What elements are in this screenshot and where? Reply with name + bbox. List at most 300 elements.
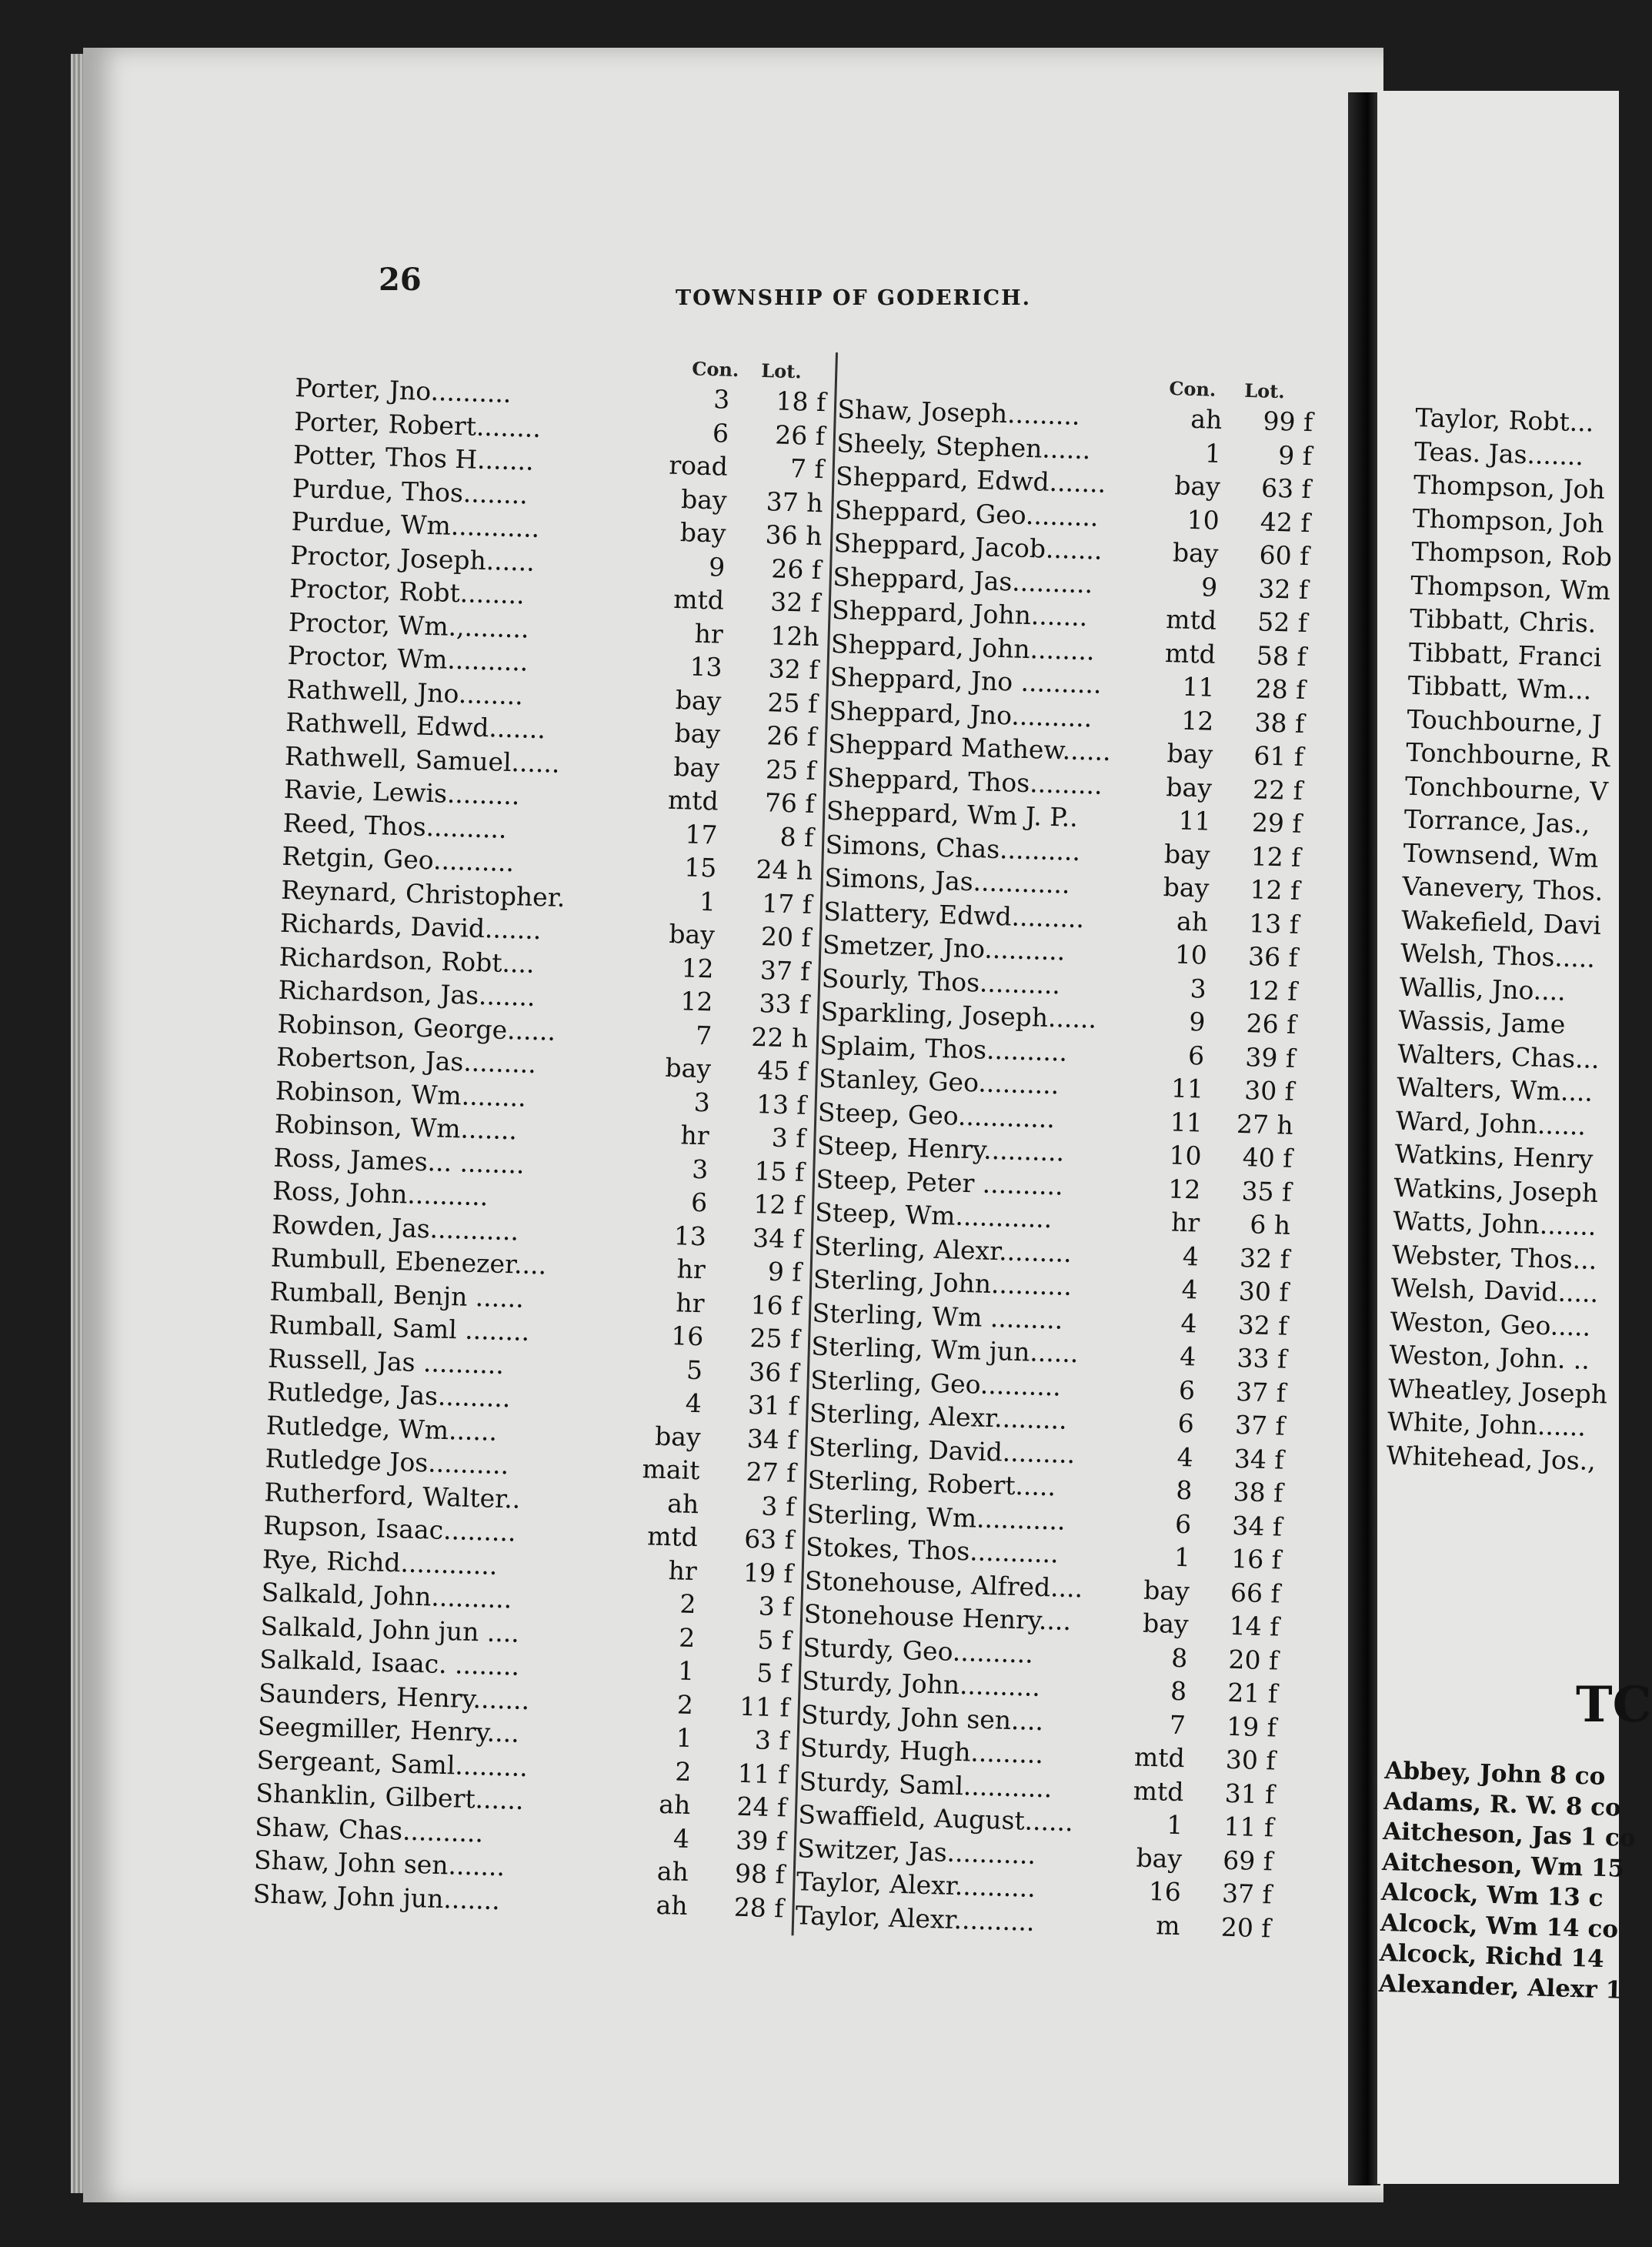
entry-name: Simons, Jas............ (823, 862, 1071, 900)
entry-lot: 34 f (1231, 1510, 1283, 1542)
entry-lot: 39 f (1244, 1041, 1296, 1073)
entry-lot: 58 f (1256, 639, 1307, 672)
list-item: Welsh, Thos..... (1400, 937, 1596, 973)
entry-lot: 37 f (1221, 1878, 1273, 1910)
entry-lot: 11 f (739, 1691, 790, 1723)
entry-name: Steep, Peter .......... (816, 1164, 1064, 1201)
entry-lot: 61 f (1253, 740, 1304, 773)
entry-name: Shaw, Chas.......... (254, 1811, 484, 1848)
entry-lot: 32 f (768, 653, 819, 686)
entry-con: 15 (683, 852, 717, 883)
entry-name: Rathwell, Jno........ (286, 673, 524, 710)
entry-lot: 45 f (756, 1055, 808, 1087)
list-item: Weston, John. .. (1388, 1339, 1590, 1375)
entry-con: 6 (690, 1187, 708, 1218)
list-item: Abbey, John 8 co (1383, 1757, 1606, 1791)
entry-name: Robinson, George...... (276, 1008, 556, 1047)
left-column (252, 346, 839, 1927)
entry-lot: 16 f (1230, 1543, 1282, 1575)
entry-name: Sheppard, Thos......... (826, 762, 1103, 800)
list-item: Tonchbourne, V (1404, 770, 1609, 806)
entry-name: Reynard, Christopher. (280, 874, 566, 913)
entry-lot: 24 f (736, 1791, 787, 1823)
list-item: Webster, Thos... (1391, 1239, 1597, 1275)
entry-con: 9 (708, 551, 726, 583)
entry-con: mtd (646, 1521, 699, 1553)
entry-con: hr (668, 1554, 698, 1586)
entry-con: ah (656, 1855, 689, 1888)
entry-con: 3 (693, 1087, 711, 1117)
entry-lot: 22 f (1252, 773, 1303, 806)
entry-name: Rupson, Isaac......... (262, 1510, 517, 1548)
entry-lot: 5 f (756, 1658, 791, 1689)
list-item: Thompson, Joh (1413, 469, 1606, 505)
entry-con: bay (1142, 1608, 1190, 1640)
entry-name: Sheppard, Jno .......... (829, 661, 1103, 699)
entry-name: Rutherford, Walter.. (263, 1476, 521, 1514)
entry-name: Sheppard, Jas.......... (832, 561, 1093, 599)
list-item: Torrance, Jas., (1403, 803, 1590, 840)
entry-lot: 5 f (757, 1624, 792, 1656)
entry-name: Steep, Wm............ (814, 1197, 1053, 1234)
entry-con: bay (665, 1052, 712, 1084)
entry-con: mtd (1133, 1775, 1185, 1807)
entry-con: m (1155, 1909, 1181, 1941)
entry-name: Sheppard Mathew...... (827, 728, 1112, 767)
entry-lot: 39 f (735, 1825, 786, 1857)
entry-con: bay (1163, 872, 1210, 903)
entry-con: 4 (1182, 1240, 1200, 1272)
entry-name: Sturdy, Saml........... (799, 1765, 1053, 1803)
entry-con: 3 (1190, 973, 1207, 1004)
entry-con: hr (680, 1120, 710, 1151)
entry-name: Sturdy, John.......... (801, 1665, 1041, 1702)
entry-lot: 30 f (1243, 1075, 1295, 1107)
entry-con: 8 (1170, 1675, 1187, 1707)
entry-name: Sheppard, Edwd....... (835, 460, 1106, 499)
list-item: Tibbatt, Franci (1408, 636, 1603, 673)
list-item: Vanevery, Thos. (1401, 870, 1604, 907)
entry-name: Purdue, Wm........... (291, 506, 540, 543)
list-item: Ward, John...... (1395, 1105, 1587, 1141)
entry-name: Sterling, David......... (808, 1431, 1076, 1469)
entry-con: ah (1176, 906, 1209, 937)
list-item: Alcock, Wm 13 c (1380, 1878, 1604, 1912)
entry-con: 1 (1166, 1809, 1183, 1841)
entry-lot: 36 f (1247, 941, 1299, 973)
entry-name: Porter, Robert........ (293, 406, 542, 443)
page-number: 26 (379, 262, 422, 298)
entry-name: Sterling, Robert..... (807, 1464, 1056, 1502)
entry-lot: 26 f (1246, 1008, 1297, 1040)
entry-name: Sterling, Alexr......... (809, 1397, 1068, 1435)
entry-con: ah (656, 1889, 689, 1921)
entry-con: 11 (1178, 805, 1212, 836)
entry-con: 12 (679, 986, 713, 1017)
entry-con: 1 (1173, 1541, 1191, 1573)
entry-lot: 33 f (1236, 1342, 1287, 1374)
entry-con: 12 (1180, 705, 1214, 736)
entry-name: Richards, David....... (279, 907, 542, 946)
entry-con: 2 (678, 1622, 696, 1653)
entry-lot: 11 f (1223, 1811, 1274, 1843)
facing-page-list (1386, 402, 1635, 1479)
entry-name: Simons, Chas.......... (825, 829, 1081, 866)
entry-lot: 25 f (749, 1322, 800, 1354)
entry-lot: 99 f (1263, 406, 1313, 438)
right-column (795, 368, 1316, 1947)
entry-lot: 27 h (1236, 1108, 1294, 1140)
entry-name: Sheppard, Wm J. P.. (826, 795, 1079, 833)
entry-name: Smetzer, Jno.......... (822, 929, 1066, 967)
entry-name: Sergeant, Saml......... (256, 1744, 529, 1782)
entry-con: 17 (684, 818, 719, 850)
entry-name: Shaw, John sen....... (253, 1845, 506, 1882)
list-item: Touchbourne, J (1406, 703, 1603, 740)
entry-name: Sturdy, Geo.......... (803, 1631, 1034, 1669)
entry-name: Slattery, Edwd......... (823, 896, 1085, 933)
entry-name: Stanley, Geo.......... (818, 1063, 1060, 1100)
entry-lot: 40 f (1242, 1142, 1293, 1174)
entry-lot: 32 f (1237, 1309, 1289, 1341)
entry-con: 12 (1167, 1173, 1201, 1205)
entry-lot: 25 f (765, 753, 816, 786)
entry-con: 16 (670, 1320, 704, 1352)
entry-con: 11 (1170, 1106, 1203, 1138)
entry-con: 10 (1186, 504, 1220, 536)
entry-name: Salkald, Isaac. ........ (259, 1644, 520, 1681)
entry-lot: 29 f (1251, 807, 1303, 840)
entry-lot: 28 f (733, 1891, 785, 1923)
list-item: Teas. Jas....... (1413, 436, 1584, 471)
entry-name: Sterling, Wm jun...... (810, 1331, 1079, 1369)
entry-con: bay (1163, 838, 1211, 870)
list-item: Wheatley, Joseph (1387, 1373, 1608, 1409)
con-header: Con. (691, 357, 739, 382)
entry-lot: 32 f (1257, 573, 1309, 605)
list-item: White, John...... (1387, 1406, 1587, 1442)
entry-con: ah (666, 1487, 699, 1519)
entry-con: bay (675, 684, 722, 716)
entry-lot: 12 f (1247, 974, 1298, 1007)
entry-lot: 63 f (1260, 472, 1312, 505)
entry-name: Stonehouse, Alfred.... (804, 1564, 1083, 1603)
entry-con: bay (1136, 1842, 1183, 1874)
book-gutter (1348, 92, 1380, 2185)
entry-con: hr (676, 1254, 706, 1285)
list-item: Wassis, Jame (1398, 1004, 1566, 1040)
entry-lot: 13 f (756, 1088, 807, 1120)
entry-lot: 3 f (754, 1724, 789, 1756)
entry-con: mtd (672, 583, 725, 616)
entry-lot: 37 f (1234, 1409, 1286, 1441)
entry-con: ah (658, 1788, 691, 1821)
list-item: Aitcheson, Jas 1 co (1382, 1817, 1637, 1853)
con-header: Con. (1169, 377, 1216, 401)
entry-lot: 12h (769, 619, 820, 652)
entry-lot: 6 h (1249, 1209, 1291, 1240)
entry-lot: 21 f (1226, 1677, 1278, 1709)
entry-lot: 18 f (776, 386, 826, 418)
entry-con: hr (675, 1287, 706, 1318)
entry-lot: 37 f (759, 954, 811, 987)
entry-con: 5 (686, 1354, 703, 1385)
entry-con: 1 (676, 1722, 693, 1754)
entry-lot: 9 f (1277, 439, 1313, 471)
list-item: Welsh, David..... (1390, 1272, 1599, 1309)
entry-con: 16 (1148, 1876, 1182, 1908)
entry-lot: 20 f (1228, 1644, 1279, 1676)
entry-con: mait (642, 1454, 700, 1486)
entry-con: 1 (1204, 437, 1222, 469)
entry-con: bay (680, 483, 728, 516)
entry-name: Rye, Richd............ (262, 1543, 498, 1581)
entry-con: 12 (681, 952, 715, 983)
list-item: Thompson, Wm (1410, 569, 1611, 606)
entry-lot: 17 f (761, 887, 813, 920)
entry-con: 10 (1169, 1140, 1203, 1171)
entry-lot: 52 f (1257, 606, 1308, 639)
entry-con: 1 (699, 886, 716, 916)
entry-name: Sterling, Geo.......... (809, 1364, 1062, 1402)
entry-name: Stonehouse Henry.... (803, 1598, 1072, 1637)
entry-con: bay (1165, 771, 1213, 803)
entry-con: hr (1170, 1207, 1200, 1238)
entry-name: Retgin, Geo.......... (281, 840, 515, 878)
lot-header: Lot. (760, 359, 803, 383)
list-item: Tonchbourne, R (1405, 736, 1610, 773)
entry-name: Reed, Thos.......... (282, 807, 508, 844)
entry-lot: 8 f (779, 821, 814, 853)
entry-name: Splaim, Thos.......... (819, 1030, 1068, 1067)
entry-lot: 16 f (750, 1289, 801, 1321)
list-item: Tibbatt, Chris. (1409, 603, 1597, 639)
entry-con: mtd (667, 784, 719, 816)
entry-name: Richardson, Robt.... (279, 941, 536, 979)
entry-name: Salkald, John jun .... (260, 1610, 520, 1648)
list-item: Adams, R. W. 8 co (1383, 1787, 1622, 1822)
entry-con: hr (694, 618, 724, 649)
entry-lot: 32 f (769, 586, 821, 619)
entry-name: Taylor, Alexr.......... (795, 1899, 1036, 1937)
entry-lot: 15 f (754, 1155, 805, 1187)
entry-name: Sheely, Stephen...... (836, 427, 1091, 465)
entry-con: bay (1143, 1574, 1190, 1606)
entry-lot: 34 f (746, 1423, 798, 1455)
entry-con: 13 (689, 651, 723, 683)
entry-name: Shaw, Joseph......... (836, 393, 1081, 431)
entry-name: Shanklin, Gilbert...... (255, 1778, 525, 1815)
entry-lot: 26 f (770, 553, 822, 585)
entry-name: Robinson, Wm....... (274, 1108, 518, 1146)
entry-name: Proctor, Wm.......... (287, 639, 529, 677)
entry-name: Salkald, John.......... (261, 1577, 512, 1614)
entry-name: Purdue, Thos........ (292, 472, 529, 509)
entry-con: 2 (674, 1755, 693, 1787)
entry-name: Rutledge, Wm...... (265, 1409, 498, 1447)
entry-con: 11 (1170, 1073, 1204, 1104)
entry-name: Russell, Jas .......... (267, 1342, 505, 1380)
entry-lot: 28 f (1255, 673, 1307, 706)
entry-lot: 32 f (1239, 1242, 1290, 1274)
entry-lot: 34 f (1233, 1443, 1285, 1475)
entry-con: 3 (691, 1154, 709, 1184)
entry-lot: 69 f (1222, 1845, 1273, 1876)
entry-lot: 76 f (764, 787, 816, 820)
entry-con: 9 (1200, 571, 1218, 603)
list-item: Watts, John....... (1392, 1205, 1597, 1241)
list-item: Walters, Wm.... (1396, 1071, 1594, 1107)
entry-con: ah (1190, 403, 1223, 435)
entry-con: bay (672, 751, 720, 783)
entry-con: 9 (1188, 1007, 1206, 1037)
entry-con: 4 (1181, 1274, 1199, 1305)
entry-lot: 60 f (1259, 539, 1310, 572)
list-item: Thompson, Joh (1412, 502, 1605, 539)
list-item: Tibbatt, Wm... (1407, 669, 1592, 706)
list-item: Alexander, Alexr 1 (1378, 1969, 1623, 2005)
entry-con: 7 (695, 1020, 713, 1050)
entry-name: Sterling, Wm........... (806, 1497, 1066, 1536)
entry-con: bay (674, 717, 721, 750)
facing-page (1377, 91, 1652, 2184)
entry-name: Swaffield, August...... (797, 1799, 1074, 1838)
entry-name: Taylor, Alexr.......... (796, 1866, 1036, 1903)
entry-name: Sparkling, Joseph...... (820, 996, 1097, 1034)
entry-name: Rumball, Benjn ...... (269, 1276, 525, 1314)
entry-name: Proctor, Wm.,........ (288, 606, 530, 644)
entry-con: 3 (713, 384, 730, 415)
entry-con: 11 (1182, 671, 1216, 703)
entry-lot: 24 h (755, 853, 813, 886)
entry-name: Rathwell, Samuel...... (284, 740, 561, 779)
entry-con: 6 (1178, 1374, 1196, 1405)
entry-lot: 3 f (760, 1490, 796, 1522)
entry-lot: 33 f (759, 988, 809, 1020)
entry-name: Rumball, Saml ........ (268, 1309, 530, 1347)
entry-name: Sheppard, Jacob....... (833, 527, 1103, 566)
entry-lot: 30 f (1225, 1744, 1277, 1776)
entry-lot: 66 f (1230, 1577, 1281, 1609)
page-title: TOWNSHIP OF GODERICH. (676, 286, 1032, 310)
entry-name: Sheppard, John........ (830, 628, 1096, 666)
entry-con: 6 (1187, 1040, 1205, 1071)
entry-lot: 22 h (750, 1021, 809, 1053)
entry-con: 2 (676, 1689, 694, 1720)
entry-name: Rutledge, Jas......... (266, 1376, 511, 1414)
entry-name: Steep, Geo............ (817, 1097, 1056, 1134)
entry-lot: 38 f (1254, 706, 1305, 739)
entry-lot: 98 f (734, 1858, 786, 1890)
entry-name: Sheppard, John....... (831, 594, 1088, 633)
entry-lot: 3 f (771, 1122, 806, 1154)
entry-lot: 37 h (766, 486, 824, 518)
entry-lot: 37 f (1235, 1376, 1287, 1408)
entry-name: Robinson, Wm........ (275, 1075, 527, 1113)
entry-con: mtd (1164, 637, 1216, 669)
entry-name: Potter, Thos H....... (292, 439, 535, 476)
entry-lot: 36 h (765, 519, 823, 552)
entry-name: Sturdy, Hugh......... (799, 1732, 1044, 1770)
entry-lot: 14 f (1229, 1610, 1280, 1642)
entry-con: 8 (1175, 1474, 1193, 1506)
entry-con: 2 (679, 1588, 697, 1620)
entry-lot: 31 f (747, 1389, 799, 1421)
list-item: Alcock, Wm 14 co (1380, 1908, 1619, 1944)
entry-con: bay (1172, 537, 1219, 569)
entry-con: 4 (1179, 1341, 1196, 1372)
entry-con: road (668, 449, 729, 482)
entry-lot: 35 f (1241, 1175, 1292, 1207)
entry-con: 13 (673, 1220, 707, 1251)
entry-lot: 20 f (1220, 1911, 1272, 1943)
entry-con: bay (668, 918, 716, 950)
entry-name: Sterling, Alexr......... (813, 1230, 1073, 1268)
entry-name: Rutledge Jos.......... (265, 1443, 509, 1481)
list-item: Taylor, Robt... (1414, 402, 1594, 438)
facing-page-heading: TC (1576, 1676, 1652, 1734)
entry-lot: 34 f (752, 1222, 803, 1254)
entry-lot: 13 f (1248, 907, 1300, 940)
entry-con: 10 (1174, 939, 1208, 970)
entry-con: 8 (1170, 1642, 1188, 1673)
lot-header: Lot. (1243, 379, 1286, 403)
entry-name: Sterling, John.......... (813, 1264, 1073, 1301)
entry-lot: 12 f (1250, 840, 1302, 873)
entry-lot: 36 f (748, 1356, 799, 1388)
entry-lot: 26 f (774, 419, 826, 451)
entry-name: Robertson, Jas......... (275, 1041, 537, 1080)
list-item: Watkins, Henry (1394, 1138, 1594, 1174)
entry-lot: 3 f (758, 1591, 793, 1622)
entry-lot: 12 f (753, 1189, 804, 1220)
entry-lot: 25 f (767, 686, 818, 719)
entry-lot: 12 f (1250, 874, 1300, 906)
entry-name: Ravie, Lewis......... (283, 773, 520, 811)
entry-name: Seegmiller, Henry.... (257, 1711, 520, 1748)
entry-lot: 7 f (789, 452, 825, 485)
entry-con: mtd (1133, 1741, 1186, 1774)
entry-con: 7 (1169, 1709, 1186, 1740)
entry-con: bay (1173, 470, 1221, 502)
entry-con: bay (654, 1421, 702, 1452)
entry-lot: 9 f (767, 1256, 803, 1287)
entry-con: 6 (1177, 1407, 1195, 1439)
list-item: Weston, Geo..... (1390, 1306, 1591, 1342)
entry-name: Rathwell, Edwd....... (285, 706, 546, 745)
entry-name: Porter, Jno.......... (294, 372, 512, 409)
entry-lot: 26 f (766, 720, 817, 753)
entry-con: 1 (677, 1655, 695, 1687)
entry-name: Richardson, Jas....... (278, 974, 536, 1012)
entry-name: Ross, John.......... (272, 1175, 489, 1212)
list-item: Aitcheson, Wm 15 (1381, 1848, 1625, 1883)
entry-con: bay (1166, 738, 1213, 770)
entry-con: 6 (712, 417, 729, 449)
entry-lot: 38 f (1233, 1476, 1283, 1508)
list-item: Walters, Chas... (1397, 1038, 1600, 1074)
list-item: Thompson, Rob (1411, 536, 1613, 573)
entry-name: Saunders, Henry....... (258, 1677, 530, 1715)
entry-name: Sourly, Thos.......... (821, 963, 1061, 1000)
entry-con: mtd (1165, 604, 1217, 636)
entry-name: Stokes, Thos........... (805, 1531, 1060, 1569)
entry-name: Ross, James... ........ (273, 1142, 526, 1180)
entry-lot: 19 f (1226, 1711, 1277, 1743)
facing-page-list-2 (1378, 1757, 1637, 2007)
entry-name: Proctor, Joseph...... (289, 539, 536, 577)
entry-name: Shaw, John jun....... (252, 1878, 501, 1915)
